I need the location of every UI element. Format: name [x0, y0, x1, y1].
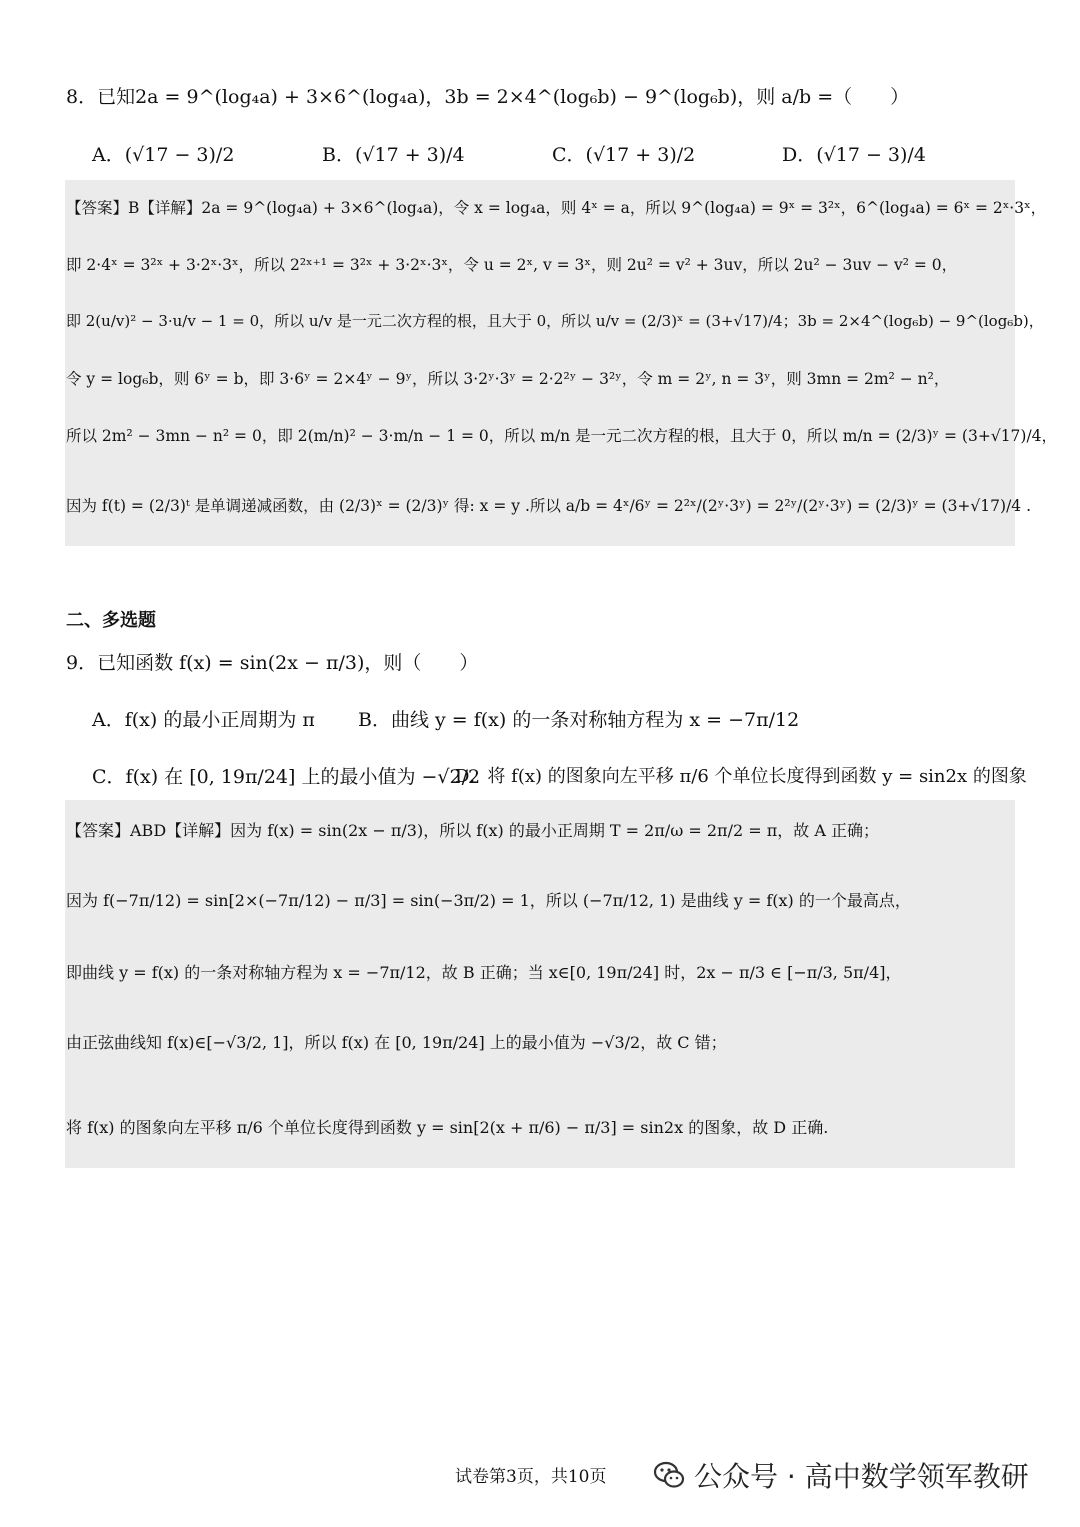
q8-option-b: B．(√17 + 3)/4	[322, 144, 465, 166]
q9-option-a: A．f(x) 的最小正周期为 π	[92, 709, 315, 731]
q9-answer-line: 因为 f(−7π/12) = sin[2×(−7π/12) − π/3] = sin(−3π/2) = 1，所以 (−7π/12, 1) 是曲线 y = f(x) 的一个最高点，	[66, 891, 911, 910]
page-footer: 试卷第3页，共10页	[455, 1467, 607, 1487]
watermark-text: 公众号 · 高中数学领军教研	[694, 1460, 1029, 1493]
q9-stem: 9．已知函数 f(x) = sin(2x − π/3)，则（ ）	[66, 652, 479, 674]
q8-option-a: A．(√17 − 3)/2	[92, 144, 235, 166]
q8-answer-box	[65, 180, 1015, 546]
q8-option-d: D．(√17 − 3)/4	[782, 144, 926, 166]
q9-answer-line: 将 f(x) 的图象向左平移 π/6 个单位长度得到函数 y = sin[2(x + π/6) − π/3] = sin2x 的图象，故 D 正确.	[66, 1118, 829, 1137]
q9-option-b: B．曲线 y = f(x) 的一条对称轴方程为 x = −7π/12	[358, 709, 800, 731]
q9-option-d: D．将 f(x) 的图象向左平移 π/6 个单位长度得到函数 y = sin2x 的图象	[455, 766, 1027, 787]
wechat-icon	[652, 1458, 686, 1492]
q8-answer-line: 因为 f(t) = (2/3)ᵗ 是单调递减函数，由 (2/3)ˣ = (2/3)ʸ 得: x = y .所以 a/b = 4ˣ/6ʸ = 2²ˣ/(2ʸ·3ʸ) = 2²ʸ/(2ʸ·3ʸ) = (2/3)ʸ = (3+√17)/4 .	[66, 497, 1032, 515]
q8-answer-line: 即 2·4ˣ = 3²ˣ + 3·2ˣ·3ˣ，所以 2²ˣ⁺¹ = 3²ˣ + 3·2ˣ·3ˣ，令 u = 2ˣ, v = 3ˣ，则 2u² = v² + 3uv，所以 2u² − 3uv − v² = 0，	[66, 256, 958, 274]
q9-answer-box	[65, 800, 1015, 1168]
watermark	[652, 1455, 1029, 1495]
q9-answer-line: 由正弦曲线知 f(x)∈[−√3/2, 1]，所以 f(x) 在 [0, 19π/24] 上的最小值为 −√3/2，故 C 错；	[66, 1033, 727, 1052]
section-heading: 二、多选题	[66, 610, 156, 631]
q9-answer-line: 即曲线 y = f(x) 的一条对称轴方程为 x = −7π/12，故 B 正确；当 x∈[0, 19π/24] 时，2x − π/3 ∈ [−π/3, 5π/4]，	[66, 963, 902, 982]
q8-option-c: C．(√17 + 3)/2	[552, 144, 696, 166]
q8-stem: 8．已知2a = 9^(log₄a) + 3×6^(log₄a)，3b = 2×4^(log₆b) − 9^(log₆b)，则 a/b =（ ）	[66, 86, 910, 108]
q9-option-c: C．f(x) 在 [0, 19π/24] 上的最小值为 −√2/2	[92, 766, 481, 788]
q8-answer-line: 【答案】B【详解】2a = 9^(log₄a) + 3×6^(log₄a)，令 x = log₄a，则 4ˣ = a，所以 9^(log₄a) = 9ˣ = 3²ˣ，6^(log₄a) = 6ˣ = 2ˣ·3ˣ，	[66, 199, 1047, 217]
q9-answer-line: 【答案】ABD【详解】因为 f(x) = sin(2x − π/3)，所以 f(x) 的最小正周期 T = 2π/ω = 2π/2 = π，故 A 正确；	[66, 821, 879, 840]
q8-answer-line: 即 2(u/v)² − 3·u/v − 1 = 0，所以 u/v 是一元二次方程的根，且大于 0，所以 u/v = (2/3)ˣ = (3+√17)/4；3b = 2×4^(log₆b) − 9^(log₆b)，	[66, 312, 1044, 330]
q8-answer-line: 令 y = log₆b，则 6ʸ = b，即 3·6ʸ = 2×4ʸ − 9ʸ，所以 3·2ʸ·3ʸ = 2·2²ʸ − 3²ʸ，令 m = 2ʸ, n = 3ʸ，则 3mn = 2m² − n²，	[66, 370, 950, 388]
q8-answer-line: 所以 2m² − 3mn − n² = 0，即 2(m/n)² − 3·m/n − 1 = 0，所以 m/n 是一元二次方程的根，且大于 0，所以 m/n = (2/3)ʸ = (3+√17)/4，	[66, 427, 1058, 445]
